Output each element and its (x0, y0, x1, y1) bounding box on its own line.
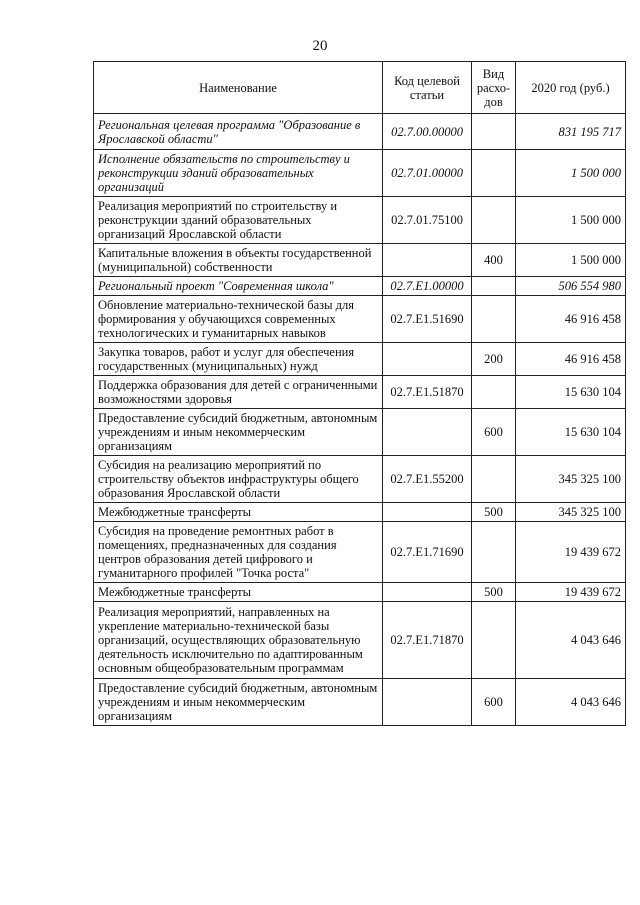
row-name: Субсидия на проведение ремонтных работ в помещениях, предназначенных для создания центров образования детей цифрового и гуманитарного профилей "Точка роста" (94, 522, 383, 583)
row-expense-type (472, 522, 516, 583)
header-name: Наименование (94, 62, 383, 114)
row-amount: 345 325 100 (516, 503, 626, 522)
row-amount: 15 630 104 (516, 409, 626, 456)
row-name: Межбюджетные трансферты (94, 583, 383, 602)
row-name: Межбюджетные трансферты (94, 503, 383, 522)
row-amount: 15 630 104 (516, 376, 626, 409)
table-row (94, 197, 626, 244)
row-expense-type (472, 376, 516, 409)
row-name: Исполнение обязательств по строительству и реконструкции зданий образовательных организаций (94, 150, 383, 197)
row-expense-type: 500 (472, 503, 516, 522)
table-row (94, 679, 626, 726)
table-row (94, 503, 626, 522)
row-expense-type: 600 (472, 409, 516, 456)
row-amount: 831 195 717 (516, 114, 626, 150)
row-expense-type: 500 (472, 583, 516, 602)
row-code: 02.7.E1.51870 (383, 376, 472, 409)
row-expense-type: 600 (472, 679, 516, 726)
page-number: 20 (312, 38, 328, 54)
row-amount: 19 439 672 (516, 522, 626, 583)
header-amount: 2020 год (руб.) (516, 62, 626, 114)
row-amount: 506 554 980 (516, 277, 626, 296)
row-code: 02.7.00.00000 (383, 114, 472, 150)
row-name: Реализация мероприятий, направленных на укрепление материально-технической базы организаций, осуществляющих образовательную деятельность исключительно по адаптированным основным общеобразовательным программам (94, 602, 383, 679)
row-code (383, 503, 472, 522)
table-row (94, 602, 626, 679)
row-amount: 4 043 646 (516, 602, 626, 679)
row-code: 02.7.01.00000 (383, 150, 472, 197)
budget-table (93, 61, 626, 726)
table-row (94, 409, 626, 456)
header-code: Код целевой статьи (383, 62, 472, 114)
table-row (94, 114, 626, 150)
row-code: 02.7.E1.55200 (383, 456, 472, 503)
row-amount: 19 439 672 (516, 583, 626, 602)
row-code (383, 409, 472, 456)
row-name: Региональная целевая программа "Образование в Ярославской области" (94, 114, 383, 150)
table-row (94, 522, 626, 583)
row-name: Предоставление субсидий бюджетным, автономным учреждениям и иным некоммерческим организациям (94, 679, 383, 726)
row-expense-type (472, 296, 516, 343)
row-amount: 46 916 458 (516, 343, 626, 376)
row-code: 02.7.E1.71690 (383, 522, 472, 583)
row-expense-type: 400 (472, 244, 516, 277)
row-name: Региональный проект "Современная школа" (94, 277, 383, 296)
table-row (94, 296, 626, 343)
row-name: Обновление материально-технической базы для формирования у обучающихся современных технологических и гуманитарных навыков (94, 296, 383, 343)
row-code: 02.7.E1.51690 (383, 296, 472, 343)
row-name: Поддержка образования для детей с ограниченными возможностями здоровья (94, 376, 383, 409)
table-row (94, 244, 626, 277)
table-row (94, 150, 626, 197)
table-row (94, 583, 626, 602)
row-amount: 46 916 458 (516, 296, 626, 343)
row-code: 02.7.01.75100 (383, 197, 472, 244)
row-expense-type (472, 456, 516, 503)
table-row (94, 456, 626, 503)
table-row (94, 277, 626, 296)
row-name: Капитальные вложения в объекты государственной (муниципальной) собственности (94, 244, 383, 277)
row-code (383, 244, 472, 277)
row-name: Субсидия на реализацию мероприятий по строительству объектов инфраструктуры общего образования Ярославской области (94, 456, 383, 503)
table-row (94, 343, 626, 376)
row-code: 02.7.E1.71870 (383, 602, 472, 679)
row-amount: 1 500 000 (516, 244, 626, 277)
row-name: Предоставление субсидий бюджетным, автономным учреждениям и иным некоммерческим организациям (94, 409, 383, 456)
row-amount: 4 043 646 (516, 679, 626, 726)
row-expense-type (472, 602, 516, 679)
row-name: Реализация мероприятий по строительству и реконструкции зданий образовательных организаций Ярославской области (94, 197, 383, 244)
row-code: 02.7.E1.00000 (383, 277, 472, 296)
row-code (383, 343, 472, 376)
row-code (383, 583, 472, 602)
row-expense-type (472, 114, 516, 150)
table-row (94, 376, 626, 409)
row-expense-type (472, 277, 516, 296)
row-amount: 1 500 000 (516, 197, 626, 244)
row-amount: 345 325 100 (516, 456, 626, 503)
row-expense-type (472, 197, 516, 244)
row-expense-type: 200 (472, 343, 516, 376)
row-amount: 1 500 000 (516, 150, 626, 197)
header-type: Вид расхо-дов (472, 62, 516, 114)
row-code (383, 679, 472, 726)
row-name: Закупка товаров, работ и услуг для обеспечения государственных (муниципальных) нужд (94, 343, 383, 376)
table-header-row (94, 62, 626, 114)
row-expense-type (472, 150, 516, 197)
